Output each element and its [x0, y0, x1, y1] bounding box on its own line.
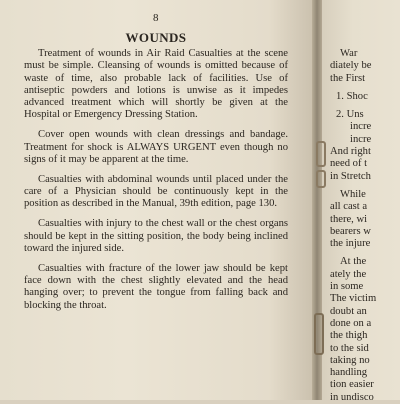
- right-line: taking no: [330, 354, 370, 366]
- right-line: bearers w: [330, 225, 371, 237]
- right-line: the thigh: [330, 330, 368, 342]
- right-line: in some: [330, 281, 364, 293]
- left-page-body: [24, 48, 288, 320]
- right-line: doubt an: [330, 305, 367, 317]
- staple-bottom-icon: [314, 313, 324, 355]
- paragraph-chest: Casualties with injury to the chest wall or the chest organs should be kept in the sitting position, the body being inclined toward the injured side.: [24, 218, 288, 254]
- paragraph-abdominal: Casualties with abdominal wounds until placed under the care of a Physician should be continuously kept in the position as described in the Manual, 39th edition, page 130.: [24, 173, 288, 210]
- page-number: 8: [153, 12, 159, 24]
- right-line: there, wi: [330, 213, 368, 225]
- paragraph-treatment: Treatment of wounds in Air Raid Casualties at the scene must be simple. Cleansing of wounds is omitted because of waste of time, also probable lack of facilities. Use of antiseptic powders and lotions is unwise as it impedes advanced treatment which will shortly be given at the Hospital or Emergency Dressing Station.: [24, 48, 288, 121]
- right-line: 2. Uns: [336, 109, 364, 121]
- right-line: done on a: [330, 317, 372, 329]
- right-line: War: [340, 48, 358, 59]
- right-line: the First: [330, 72, 366, 84]
- right-line: 1. Shoc: [336, 90, 368, 102]
- right-line: At the: [340, 256, 367, 268]
- right-line: The victim: [330, 293, 377, 305]
- right-page-body: [330, 48, 400, 404]
- right-line: And right: [330, 146, 371, 158]
- right-line: in Stretch: [330, 170, 371, 182]
- paragraph-jaw: Casualties with fracture of the lower jaw should be kept face down with the chest slightly elevated and the head hanging over; to prevent the tongue from falling back and blocking the throat.: [24, 262, 288, 311]
- paragraph-cover-wounds: Cover open wounds with clean dressings and bandage. Treatment for shock is ALWAYS URGENT even though no signs of it may be apparent at the time.: [24, 129, 288, 165]
- right-line: all cast a: [330, 201, 368, 213]
- right-line: While: [340, 188, 366, 200]
- right-line: need of t: [330, 158, 368, 170]
- right-line: incre: [350, 121, 372, 133]
- right-line: the injure: [330, 238, 371, 250]
- right-line: in undisco: [330, 391, 374, 403]
- staple-middle-icon: [316, 170, 326, 188]
- staple-top-icon: [316, 141, 326, 167]
- right-line: incre: [350, 133, 372, 145]
- right-line: ately the: [330, 268, 367, 280]
- right-line: diately be: [330, 60, 372, 72]
- right-line: handling: [330, 367, 368, 379]
- right-line: tion easier: [330, 379, 374, 391]
- right-line: to the sid: [330, 342, 369, 354]
- section-heading: WOUNDS: [125, 30, 187, 45]
